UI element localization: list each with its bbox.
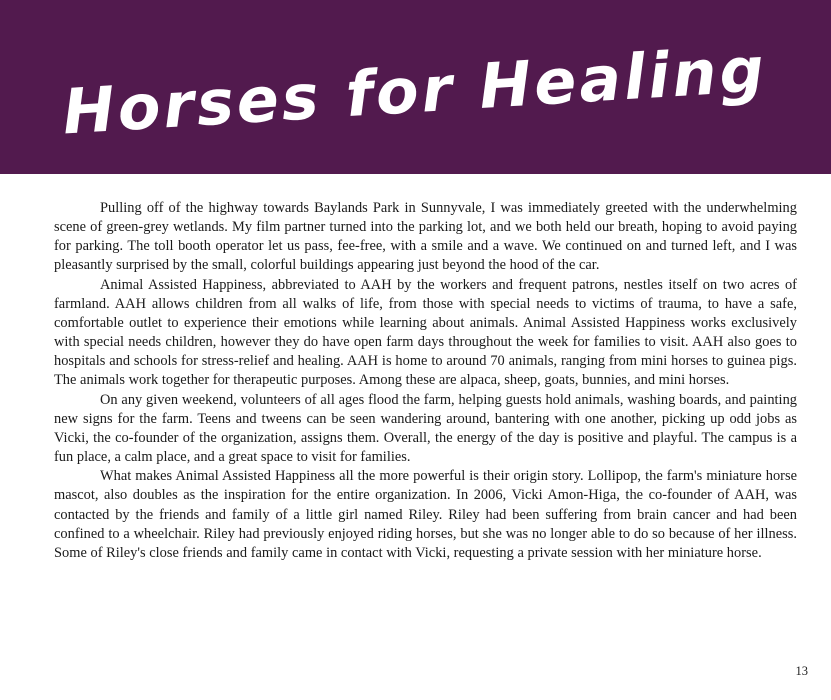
article-paragraph: What makes Animal Assisted Happiness all the more powerful is their origin story. Lollipop, the farm's miniature horse mascot, also doubles as the inspiration for the entire organization. In 2006, Vicki Amon-Higa, the co-founder of AAH, was contacted by the friends and family of a little girl named Riley. Riley had been suffering from brain cancer and had been confined to a wheelchair. Riley had previously enjoyed riding horses, but she was no longer able to do so because of her illness. Some of Riley's close friends and family came in contact with Vicki, requesting a private session with her miniature horse. [54,468,797,561]
page-title [0,0,831,174]
page-title-graphic [0,0,831,174]
article-paragraph: On any given weekend, volunteers of all ages flood the farm, helping guests hold animals, washing boards, and painting new signs for the farm. Teens and tweens can be seen wandering around, bantering with one another, picking up odd jobs as Vicki, the co-founder of the organization, assigns them. Overall, the energy of the day is positive and playful. The campus is a fun place, a calm place, and a great space to visit for families. [54,391,797,466]
page-number: 13 [795,664,808,678]
article-paragraph: Animal Assisted Happiness, abbreviated to AAH by the workers and frequent patrons, nestles itself on two acres of farmland. AAH allows children from all walks of life, from those with special needs to victims of trauma, to have a safe, comfortable outlet to experience their emotions while learning about animals. Animal Assisted Happiness works exclusively with special needs children, however they do have open farm days throughout the week for families to visit. AAH also goes to hospitals and schools for stress-relief and healing. AAH is home to around 70 animals, ranging from mini horses to guinea pigs. The animals work together for therapeutic purposes. Among these are alpaca, sheep, goats, bunnies, and mini horses. [54,276,797,389]
page-title-text: Horses for Healing [60,32,769,149]
article-body [54,199,797,563]
article-paragraph: Pulling off of the highway towards Baylands Park in Sunnyvale, I was immediately greeted with the underwhelming scene of green-grey wetlands. My film partner turned into the parking lot, and we both held our breath, hoping to avoid paying for parking. The toll booth operator let us pass, fee-free, with a smile and a wave. We continued on and turned left, and I was pleasantly surprised by the small, colorful buildings appearing just beyond the hood of the car. [54,200,797,274]
